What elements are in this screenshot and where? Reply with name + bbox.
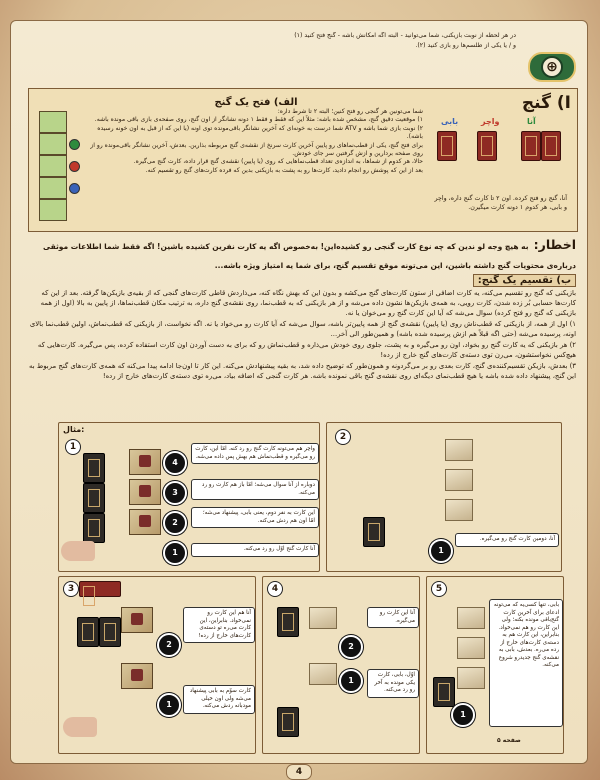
- map-tile: [39, 133, 67, 155]
- map-tile: [309, 607, 337, 629]
- example-3: [58, 576, 256, 754]
- page-reference: صفحه ۵: [497, 737, 521, 744]
- example-4: [262, 576, 420, 754]
- step-1: 1: [339, 669, 363, 693]
- subsection-title: الف) فتح یک گنج: [214, 97, 298, 108]
- map-tile: [457, 667, 485, 689]
- page-number: 4: [286, 764, 312, 780]
- treasure-card-back: [99, 617, 121, 647]
- treasure-card-back: [83, 513, 105, 543]
- warning-box: [28, 234, 576, 268]
- subsection-title: ب) تقسیم یک گنج:: [473, 274, 576, 287]
- map-tile: [445, 469, 473, 491]
- example-5: [426, 576, 564, 754]
- compass-marker-watcher: [69, 161, 80, 172]
- rule-text: ۱) موقعیت دقیق گنج، مشخص شده باشه: مثلاً این که فقط و فقط ۱ دونه نشانگر از اون گنج، روی صفحه‌ی بازی باقی مونده باشه.: [94, 116, 423, 124]
- player-label-watcher: واچر: [481, 117, 500, 126]
- rule-text: شما می‌تونین هر گنجی رو فتح کنین؛ البته ۲ تا شرط داره:: [277, 108, 423, 115]
- rule-text: برای فتح گنج، یکی از قطب‌نماهای رو پایین آخرین کارت سرنخ از نقشه‌ی گنج مربوطه بذارین. بعدش، آخرین نشانگر باقی‌مونده رو از روی صفحه بردارین و ازش گرفتین سر جای خودش.: [90, 141, 423, 158]
- player-label-anna: آنا: [527, 117, 536, 126]
- treasure-card-back: [433, 677, 455, 707]
- treasure-card: [477, 131, 497, 161]
- header-line-1: در هر لحظه از نوبت بازیکنی، شما می‌توانید - البته اگه امکانش باشه - گنج فتح کنید (۱): [294, 32, 516, 39]
- map-tiles-illustration: [39, 111, 83, 219]
- section-treasure: [28, 88, 578, 232]
- paragraph: ۲) هر بازیکنی که یه کارت گنج رو بخواد، اون رو می‌گیره و به پشت، جلوی روی خودش می‌ذاره و قطب‌نماش رو که برای به دست آوردن اون کارت استفاده کرده، پس می‌گیره. کارت‌هایی که هیچ‌کس نخواستشون، می‌رن توی دسته‌ی کارت‌های گنج خارج از رده!: [37, 341, 576, 359]
- treasure-card-stack: [79, 581, 121, 597]
- header: [24, 28, 576, 76]
- treasure-card: [437, 131, 457, 161]
- speech-bubble: آنا، دومین کارت گنج رو می‌گیره.: [455, 533, 559, 547]
- example-2: [326, 422, 562, 572]
- treasure-card-back: [83, 483, 105, 513]
- anna-example-text: آنا، گنج رو فتح کرده. اون ۲ تا کارت گنج داره، واچر و بابی، هر کدوم ۱ دونه کارت میگیرن.: [434, 195, 567, 211]
- map-tile: [445, 439, 473, 461]
- treasure-map-tile: [129, 509, 161, 535]
- treasure-map-tile: [121, 607, 153, 633]
- capture-treasure-box: [35, 95, 425, 223]
- paragraph: ۱) اول از همه، از بازیکنی که قطب‌ناش روی (یا پایین) نقشه‌ی گنج از همه پایین‌تر باشه، سوال می‌شه که آیا کارت رو می‌خواد یا نه. اگه نخواست، از بازیکنی که قطب‌نماش، اولین قطب‌نما بالای اونه، پرسیده می‌شه (حتی اگه قبلاً هم ازش پرسیده شده باشه) و همین‌طور الی آخر...: [29, 320, 576, 338]
- example-number: 4: [267, 581, 283, 597]
- step-3: 3: [163, 481, 187, 505]
- step-1: 1: [163, 541, 187, 565]
- game-logo: [528, 52, 576, 82]
- map-tile: [457, 607, 485, 629]
- treasure-card: [541, 131, 561, 161]
- rule-text: بعد از این که پوشش رو انجام دادید، کارت‌ها رو به پشت به بازیکنی بدین که فرد‌ه کارت‌های گنج رو تقسیم کنه.: [145, 166, 423, 174]
- example-number: 1: [65, 439, 81, 455]
- speech-bubble: آنا این کارت رو می‌گیره.: [367, 607, 419, 628]
- treasure-card-back: [83, 453, 105, 483]
- step-4: 4: [163, 451, 187, 475]
- speech-bubble: دوباره از آنا سوال می‌شه؛ امّا باز هم کارت رو رد می‌کنه.: [191, 479, 319, 500]
- example-number: 5: [431, 581, 447, 597]
- treasure-card-back: [363, 517, 385, 547]
- speech-bubble: اوّل، بابی، کارت یکی مونده به آخر رو رد می‌کنه.: [367, 669, 419, 698]
- rule-text: ۲) نوبت بازی شما باشه و ATV شما درست به خونه‌ای که آخرین نشانگر باقی‌مونده توی اونه (یا این که از قبل به اون خونه رسیده باشه).: [97, 124, 423, 141]
- player-label-bobby: بابی: [441, 117, 459, 126]
- speech-bubble: بابی، تنها کسی‌یه که می‌تونه ادعای برای آخرین کارت گنج‌باقی مونده بکنه؛ ولی این کارت رو هم نمی‌خواد. بنابراین، این کارت هم به دسته‌ی کارت‌های خارج از رده می‌ره. بعدش، بابی به نقشه‌ی گنج جدیدرو شروع می‌کنه.: [489, 599, 563, 727]
- step-1: 1: [429, 539, 453, 563]
- compass-icon: ⊕: [541, 56, 563, 78]
- map-tile: [457, 637, 485, 659]
- hand-illustration: [61, 541, 95, 561]
- header-line-2: و / یا یکی از طلسم‌ها رو بازی کنید (۲).: [415, 42, 516, 49]
- paragraph: ۳) بعدش، بازیکن تقسیم‌کننده‌ی گنج، کارت بعدی رو بر می‌گردونه و همون‌طور که توضیح داده شد، به بقیه پیشنهادش می‌کنه. این کار تا اون‌جا ادامه پیدا می‌کنه که همه‌ی کارت‌های گنج مربوط به این گنج، پیشنهاد داده شده باشه یا هیچ قطب‌نمای دیگه‌ای روی نقشه‌ی گنج باقی نمونده باشه. هر کارت گنجی که اضافه بیاد، می‌ره توی دسته‌ی کارت‌های خارج از رده!: [29, 362, 576, 380]
- section-title: I) گنج: [521, 93, 571, 113]
- map-tile: [39, 199, 67, 221]
- treasure-map-tile: [129, 449, 161, 475]
- player-cards-illustration: [437, 117, 561, 189]
- map-tile: [39, 155, 67, 177]
- treasure-card-back: [277, 607, 299, 637]
- map-tile: [39, 111, 67, 133]
- step-1: 1: [451, 703, 475, 727]
- speech-bubble: این کارت به نفر دوم، یعنی بابی، پیشنهاد می‌شه؛ امّا اون هم ردش می‌کنه.: [191, 507, 319, 528]
- compass-marker-anna: [69, 139, 80, 150]
- speech-bubble: آنا هم این کارت رو نمی‌خواد. بنابراین، این کارت می‌ره تو دسته‌ی کارت‌های خارج از رده!: [183, 607, 255, 643]
- example-number: 2: [335, 429, 351, 445]
- map-tile: [445, 499, 473, 521]
- step-2: 2: [339, 635, 363, 659]
- speech-bubble: آنا کارت گنج اوّل رو رد می‌کنه.: [191, 543, 319, 557]
- rule-text: حالا، هر کدوم از شماها، به اندازه‌ی تعداد قطب‌نماهایی که روی (یا پایین) نقشه‌ی گنج قرار داده، کارت گنج می‌گیره.: [133, 158, 423, 166]
- compass-marker-bobby: [69, 183, 80, 194]
- treasure-card-back: [77, 617, 99, 647]
- treasure-map-tile: [129, 479, 161, 505]
- map-tile: [39, 177, 67, 199]
- paragraph: بازیکنی که گنج رو تقسیم می‌کنه، یه کارت اضافی از ستون کارت‌های گنج می‌کشه و بدون این که بهش نگاه کنه، می‌ذاردش قاطی کارت‌های گنجی که از بقیه‌ی بازیکن‌ها گرفته. بعد از این که کارت‌ها حسابی بُر زده شدن، کارت رویی، به همه‌ی بازیکن‌ها نشون داده می‌شه و از هر بازیکنی که به قطب‌نما، روی نقشه‌ی گنج داره، به ترتیب مکان قطب‌نماها، از پایین به بالا (اول از همه بازیکنی که گنج رو فتح کرده) سوال می‌شه که آیا این کارت گنج رو می‌خوان یا نه.: [40, 289, 576, 317]
- warning-title: اخطار:: [533, 237, 576, 252]
- step-2: 2: [157, 633, 181, 657]
- example-1: [58, 422, 320, 572]
- example-number: 3: [63, 581, 79, 597]
- warning-text: به هیچ وجه لو ندین که چه نوع کارت گنجی رو کشیده‌این! به‌خصوص اگه یه کارت نفرین کشیده باشین! اگه فقط شما اطلاعات موثقی درباره‌ی محتویات گنج داشته باشین، این می‌تونه موقع تقسیم گنج، برای شما یه امتیاز ویژه باشه...: [42, 242, 576, 270]
- hand-illustration: [63, 717, 97, 737]
- treasure-card: [521, 131, 541, 161]
- step-2: 2: [163, 511, 187, 535]
- example-label: مثال:: [63, 425, 85, 434]
- treasure-map-tile: [121, 663, 153, 689]
- section-divide-treasure: [28, 268, 576, 416]
- speech-bubble: کارت سوّم به بابی پیشنهاد می‌شه ولی اون خیلی مودبانه ردش می‌کنه.: [183, 685, 255, 714]
- treasure-card-back: [277, 707, 299, 737]
- speech-bubble: واچر هم می‌تونه کارت گنج رو رد کنه. امّا این، کارت رو می‌گیره و قطب‌نماش هم بهش پس داده می‌شه.: [191, 443, 319, 464]
- step-1: 1: [157, 693, 181, 717]
- map-tile: [309, 663, 337, 685]
